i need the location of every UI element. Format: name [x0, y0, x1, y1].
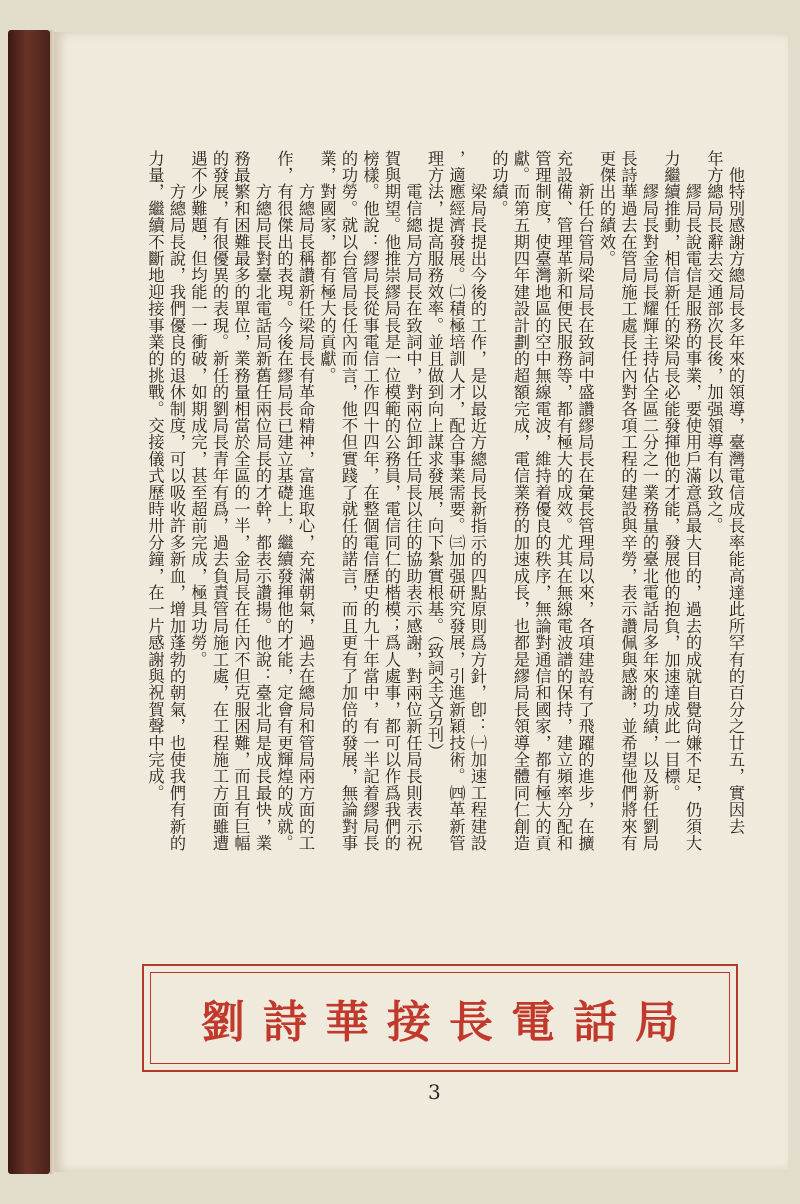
text-column: 方總局長對臺北電話局新舊任兩位局長的才幹，都表示讚揚。他說：臺北局是成長最快，業	[253, 150, 272, 852]
headline-banner	[142, 964, 738, 1072]
text-column: 作，有很傑出的表現。今後在繆局長已建立基礎上，繼續發揮他的才能，定會有更輝煌的成就。	[274, 150, 294, 852]
text-column: 的發展，有很優異的表現。新任的劉局長青年有爲，過去負責管局施工處，在工程施工方面雖遭	[210, 150, 229, 852]
text-column: 力量，繼續不斷地迎接事業的挑戰。交接儀式歷時卅分鐘，在一片感謝與祝賀聲中完成。	[145, 150, 165, 802]
text-column: 長詩華過去在管局施工處長任內對各項工程的建設與辛勞，表示讚佩與感謝，並希望他們將來有	[618, 150, 638, 852]
text-column: 年方總局長辭去交通部次長後，加强領導有以致之。	[704, 150, 724, 535]
text-column: 方總局長稱讚新任梁局長有革命精神，富進取心，充滿朝氣，過去在總局和管局兩方面的工	[296, 150, 315, 852]
text-column: 榜樣。他說：繆局長從事電信工作四十四年，在整個電信歷史的九十年當中，有一半記着繆局長	[360, 150, 380, 852]
book-binding	[8, 30, 50, 1174]
text-column: 務最繁和困難最多的單位，業務量相當於全區的一半，金局長在任內不但克服困難，而且有巨幅	[231, 150, 251, 852]
text-column: 更傑出的績效。	[597, 150, 616, 267]
text-column: 繆局長說電信是服務的事業，要使用戶滿意爲最大目的，過去的成就自覺尙嫌不足，仍須大	[683, 150, 702, 852]
text-column: 賀與期望。他推崇繆局長是一位模範的公務員，電信同仁的楷模；爲人處事，都可以作爲我們的	[382, 150, 401, 852]
text-column: 理方法，提高服務效率。並且做到向上謀求發展，向下紮實根基。（致詞全文另刊）	[425, 150, 444, 760]
text-column: 電信總局方局長在致詞中，對兩位卸任局長以往的協助表示感謝，對兩位新任局長則表示祝	[403, 150, 423, 852]
page-number: 3	[428, 1080, 441, 1104]
text-column: 他特別感謝方總局長多年來的領導，臺灣電信成長率能高達此所罕有的百分之廿五，實因去	[726, 150, 745, 835]
text-column: 的功績。	[489, 150, 509, 217]
text-column: 遇不少難題，但均能一一衝破，如期成完，甚至超前完成，極具功勞。	[188, 150, 208, 668]
article-body	[138, 150, 746, 910]
headline-banner-inner-border	[150, 972, 730, 1064]
text-column: 管理制度，使臺灣地區的空中無線電波，維持着優良的秩序，無論對通信和國家，都有極大的貢	[532, 150, 552, 852]
text-column: ，適應經濟發展。㈡積極培訓人才，配合事業需要。㈢加强研究發展，引進新穎技術。㈣革新管	[446, 150, 466, 852]
text-column: 新任台管局梁局長在致詞中盛讚繆局長在彙長管理局以來，各項建設有了飛躍的進步，在擴	[575, 150, 595, 852]
text-column: 充設備、管理革新和便民服務等，都有極大的成效。尤其在無線電波譜的保持，建立頻率分配和	[554, 150, 573, 852]
text-column: 繆局長對金局長耀輝主持佔全區二分之一業務量的臺北電話局多年來的功績，以及新任劉局	[640, 150, 659, 852]
text-column: 獻。而第五期四年建設計劃的超額完成，電信業務的加速成長，也都是繆局長領導全體同仁創造	[511, 150, 530, 852]
text-column: 方總局長說，我們優良的退休制度，可以吸收許多新血，增加蓬勃的朝氣，也使我們有新的	[167, 150, 186, 852]
text-column: 梁局長提出今後的工作，是以最近方總局長新指示的四點原則爲方針，卽：㈠加速工程建設	[468, 150, 487, 852]
text-column: 的功勞。就以台管局長任內而言，他不但實踐了就任的諾言，而且更有了加倍的發展，無論對事	[339, 150, 358, 852]
text-column: 力繼續推動，相信新任的梁局長必能發揮他的才能，發展他的抱負，加速達成此一目標。	[661, 150, 681, 802]
headline-title: 劉詩華接長電話局	[201, 997, 697, 1048]
text-column: 業，對國家，都有極大的貢獻。	[317, 150, 337, 384]
